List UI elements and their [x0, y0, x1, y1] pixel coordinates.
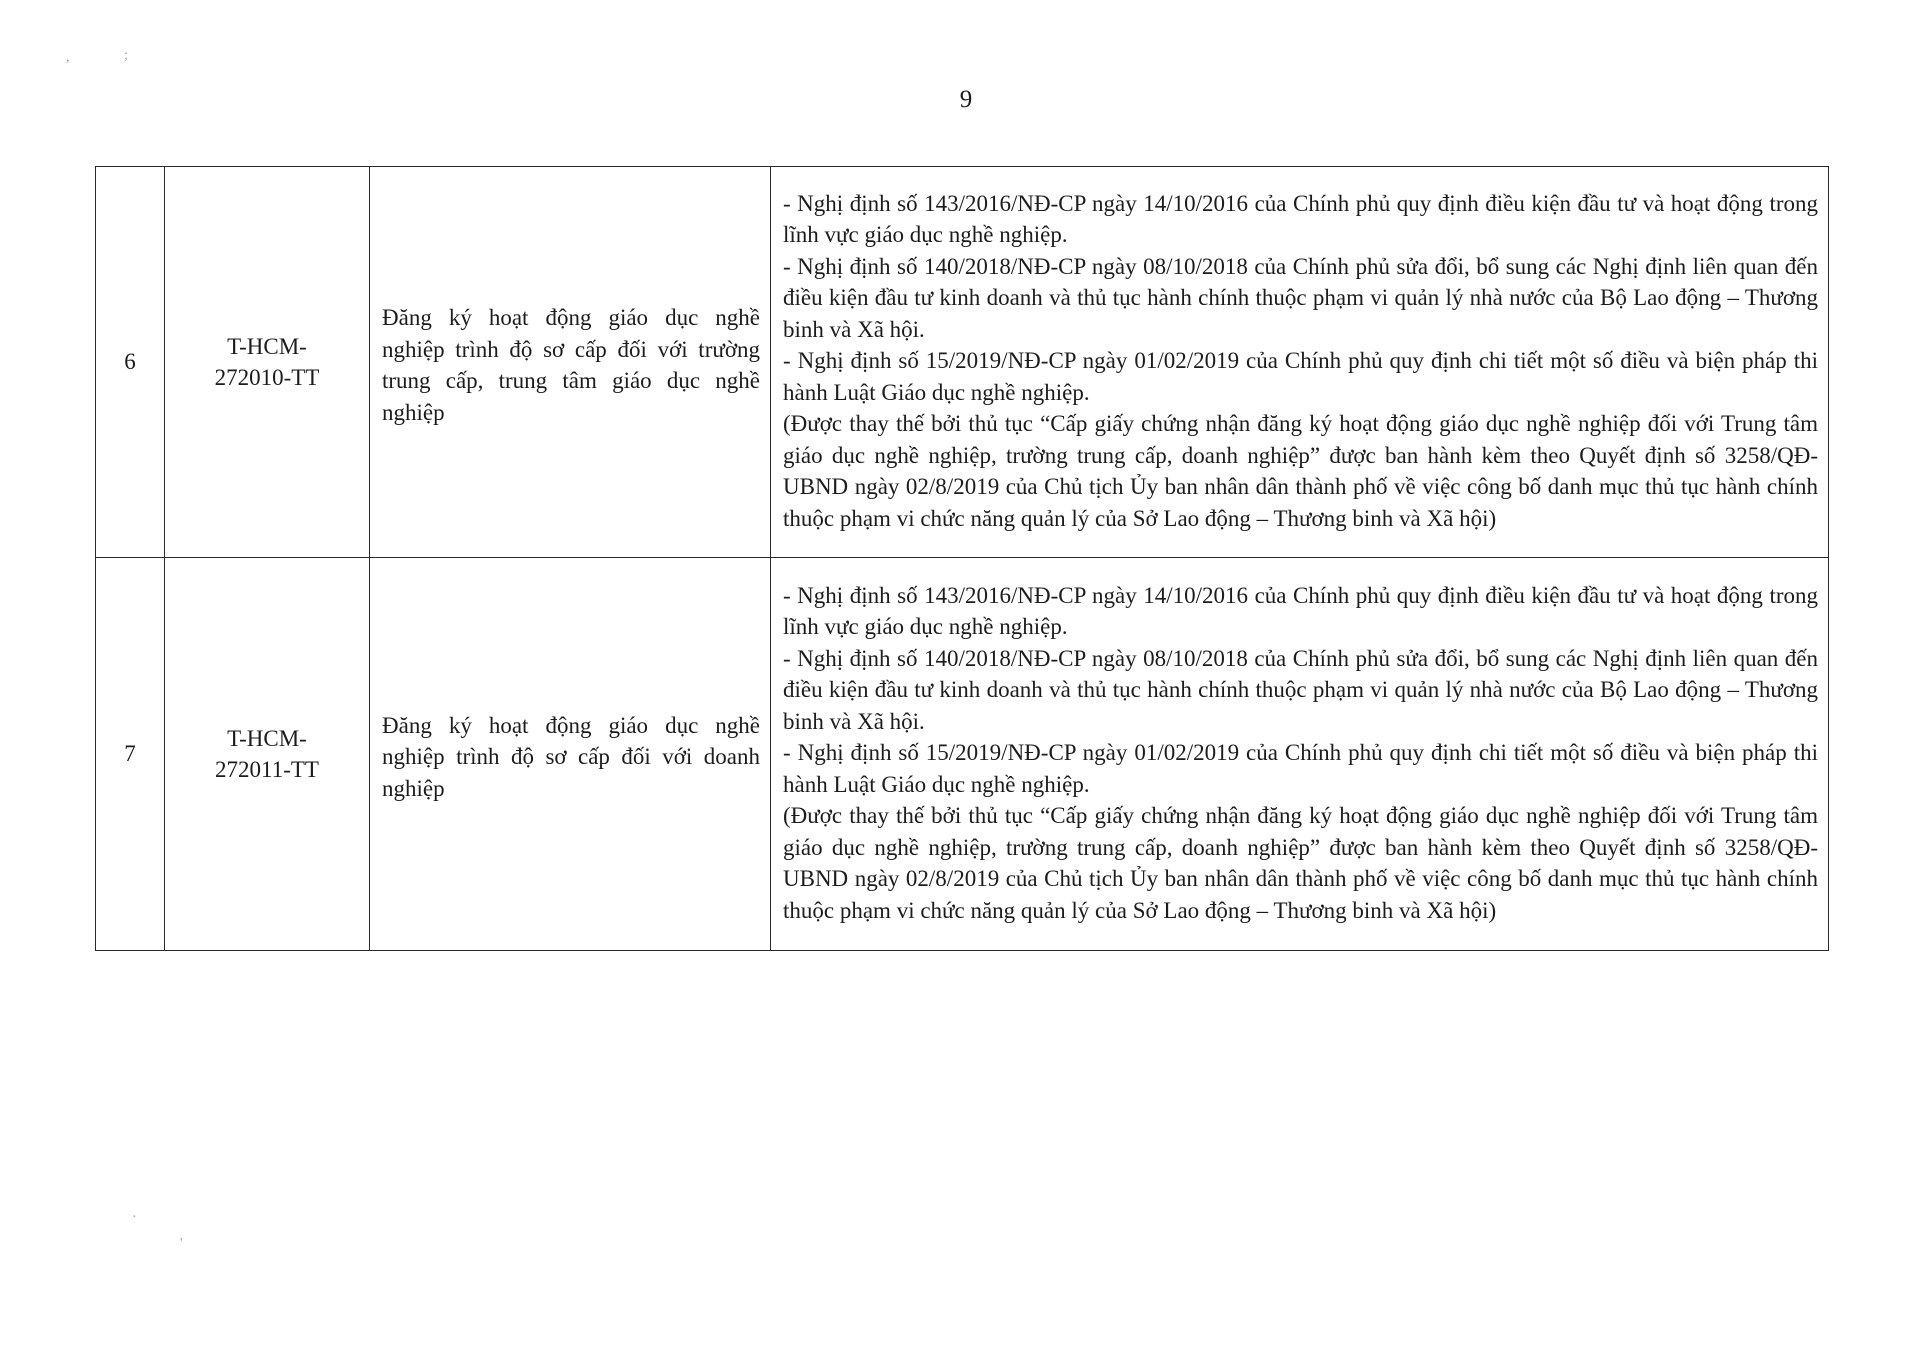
- procedure-name-text: Đăng ký hoạt động giáo dục nghề nghiệp trình độ sơ cấp đối với trường trung cấp, trung tâm giáo dục nghề nghiệp: [382, 305, 760, 425]
- procedure-table: [95, 166, 1829, 951]
- legal-basis-item: - Nghị định số 15/2019/NĐ-CP ngày 01/02/2019 của Chính phủ quy định chi tiết một số điều và biện pháp thi hành Luật Giáo dục nghề nghiệp.: [783, 740, 1818, 797]
- legal-basis: [771, 167, 1829, 558]
- procedure-code-line: T-HCM-: [227, 725, 307, 751]
- procedure-code: [165, 167, 370, 558]
- legal-basis-item: - Nghị định số 140/2018/NĐ-CP ngày 08/10/2018 của Chính phủ sửa đổi, bổ sung các Nghị định liên quan đến điều kiện đầu tư kinh doanh và thủ tục hành chính thuộc phạm vi quản lý nhà nước của Bộ Lao động – Thương binh và Xã hội.: [783, 253, 1818, 342]
- legal-basis-item: - Nghị định số 143/2016/NĐ-CP ngày 14/10/2016 của Chính phủ quy định điều kiện đầu tư và hoạt động trong lĩnh vực giáo dục nghề nghiệp.: [783, 582, 1818, 640]
- scan-mark: ;: [124, 48, 128, 63]
- procedure-code-line: T-HCM-: [227, 333, 307, 359]
- procedure-code-line: 272010-TT: [214, 365, 320, 390]
- row-number: 6: [96, 167, 165, 558]
- replacement-note: (Được thay thế bởi thủ tục “Cấp giấy chứng nhận đăng ký hoạt động giáo dục nghề nghiệp đối với Trung tâm giáo dục nghề nghiệp, trường trung cấp, doanh nghiệp” được ban hành kèm theo Quyết định số 3258/QĐ-UBND ngày 02/8/2019 của Chủ tịch Ủy ban nhân dân thành phố về việc công bố danh mục thủ tục hành chính thuộc phạm vi chức năng quản lý của Sở Lao động – Thương binh và Xã hội): [783, 411, 1818, 531]
- replacement-note: (Được thay thế bởi thủ tục “Cấp giấy chứng nhận đăng ký hoạt động giáo dục nghề nghiệp đối với Trung tâm giáo dục nghề nghiệp, trường trung cấp, doanh nghiệp” được ban hành kèm theo Quyết định số 3258/QĐ-UBND ngày 02/8/2019 của Chủ tịch Ủy ban nhân dân thành phố về việc công bố danh mục thủ tục hành chính thuộc phạm vi chức năng quản lý của Sở Lao động – Thương binh và Xã hội): [783, 803, 1818, 923]
- scan-mark: ,: [66, 50, 70, 65]
- legal-basis-item: - Nghị định số 15/2019/NĐ-CP ngày 01/02/2019 của Chính phủ quy định chi tiết một số điều và biện pháp thi hành Luật Giáo dục nghề nghiệp.: [783, 348, 1818, 405]
- scan-mark: ': [180, 1236, 183, 1251]
- procedure-code-line: 272011-TT: [215, 757, 319, 782]
- procedure-name-text: Đăng ký hoạt động giáo dục nghề nghiệp trình độ sơ cấp đối với doanh nghiệp: [382, 712, 760, 801]
- table-row: [96, 558, 1829, 951]
- legal-basis: [771, 558, 1829, 951]
- legal-basis-item: - Nghị định số 140/2018/NĐ-CP ngày 08/10/2018 của Chính phủ sửa đổi, bổ sung các Nghị định liên quan đến điều kiện đầu tư kinh doanh và thủ tục hành chính thuộc phạm vi quản lý nhà nước của Bộ Lao động – Thương binh và Xã hội.: [783, 645, 1818, 734]
- scan-mark: ·: [132, 1210, 137, 1225]
- procedure-name: [370, 167, 771, 558]
- table-row: [96, 167, 1829, 558]
- legal-basis-item: - Nghị định số 143/2016/NĐ-CP ngày 14/10/2016 của Chính phủ quy định điều kiện đầu tư và hoạt động trong lĩnh vực giáo dục nghề nghiệp.: [783, 190, 1818, 248]
- page-number: 9: [959, 86, 973, 113]
- procedure-code: [165, 558, 370, 951]
- row-number: 7: [96, 558, 165, 951]
- procedure-name: [370, 558, 771, 951]
